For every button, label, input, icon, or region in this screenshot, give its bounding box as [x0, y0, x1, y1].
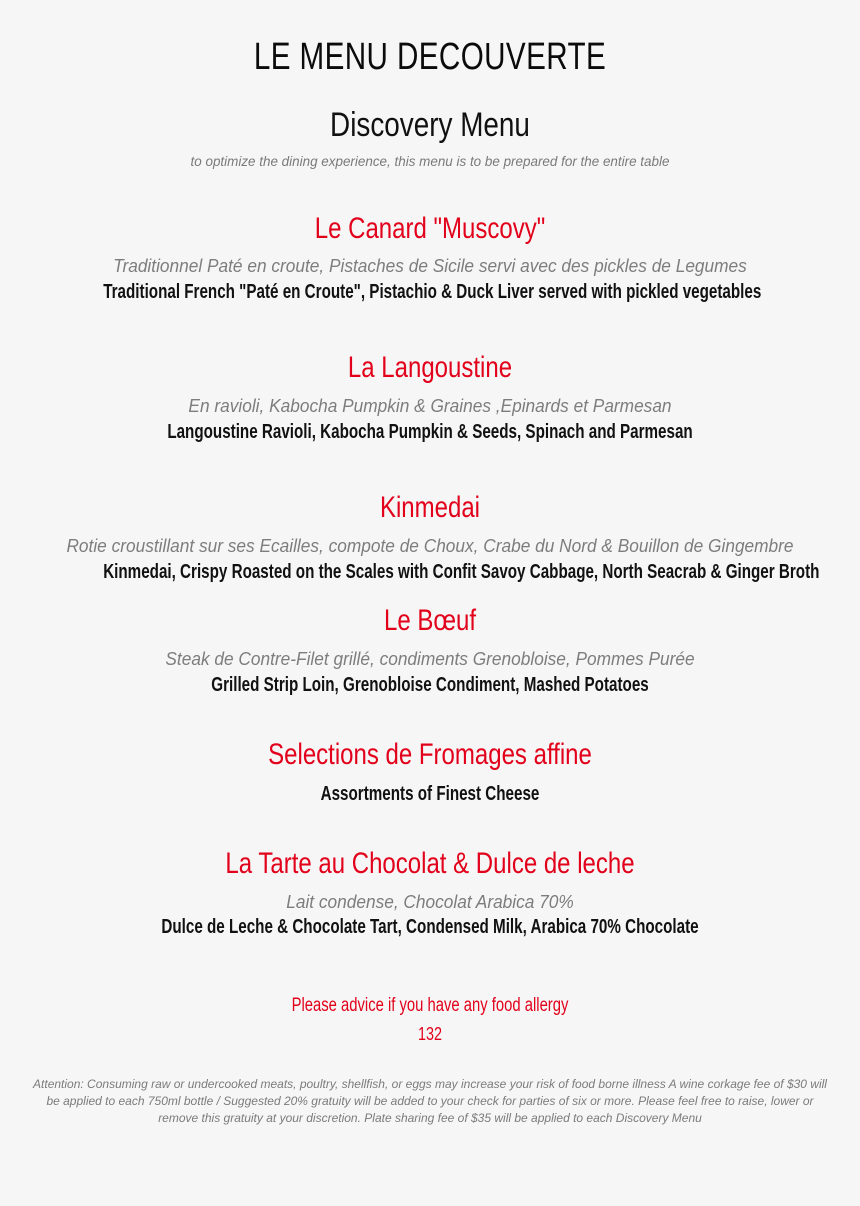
dish-name: La Langoustine: [347, 351, 513, 384]
dish-name: Le Bœuf: [383, 604, 477, 637]
dish-description-english: Dulce de Leche & Chocolate Tart, Condensed Milk, Arabica 70% Chocolate: [161, 916, 699, 938]
allergy-notice: Please advice if you have any food allergy: [291, 995, 569, 1016]
dish-name: Kinmedai: [379, 491, 481, 524]
dish-description-french: Lait condense, Chocolat Arabica 70%: [286, 892, 574, 912]
dish-name: Selections de Fromages affine: [268, 738, 592, 771]
dish-description-french: En ravioli, Kabocha Pumpkin & Graines ,Epinards et Parmesan: [188, 396, 672, 416]
menu-note: to optimize the dining experience, this menu is to be prepared for the entire table: [190, 153, 670, 169]
dish-description-english: Traditional French "Paté en Croute", Pistachio & Duck Liver served with pickled vegetables: [103, 281, 762, 303]
dish-description-french: Rotie croustillant sur ses Ecailles, compote de Choux, Crabe du Nord & Bouillon de Gingembre: [66, 536, 794, 556]
dish-description-english: Langoustine Ravioli, Kabocha Pumpkin & Seeds, Spinach and Parmesan: [167, 421, 693, 443]
page-number: 132: [417, 1024, 443, 1044]
dish-name: Le Canard "Muscovy": [314, 212, 546, 245]
menu-subtitle: Discovery Menu: [330, 106, 530, 144]
dish-description-english: Kinmedai, Crispy Roasted on the Scales with Confit Savoy Cabbage, North Seacrab & Ginger Broth: [103, 561, 820, 583]
dish-description-french: Steak de Contre-Filet grillé, condiments Grenobloise, Pommes Purée: [165, 649, 695, 669]
dish-description-english: Grilled Strip Loin, Grenobloise Condiment, Mashed Potatoes: [211, 674, 649, 696]
dish-description-french: Traditionnel Paté en croute, Pistaches de Sicile servi avec des pickles de Legumes: [113, 256, 747, 276]
menu-title: LE MENU DECOUVERTE: [253, 36, 607, 78]
dish-description-english: Assortments of Finest Cheese: [320, 783, 540, 805]
legal-footer: Attention: Consuming raw or undercooked meats, poultry, shellfish, or eggs may increase your risk of food borne illness A wine corkage fee of $30 will be applied to each 750ml bottle / Suggested 20% gratuity will be added to your check for parties of six or more. Please feel free to raise, lower or remove this gratuity at your discretion. Plate sharing fee of $35 will be applied to each Discovery Menu: [33, 1077, 827, 1125]
dish-name: La Tarte au Chocolat & Dulce de leche: [225, 847, 635, 880]
